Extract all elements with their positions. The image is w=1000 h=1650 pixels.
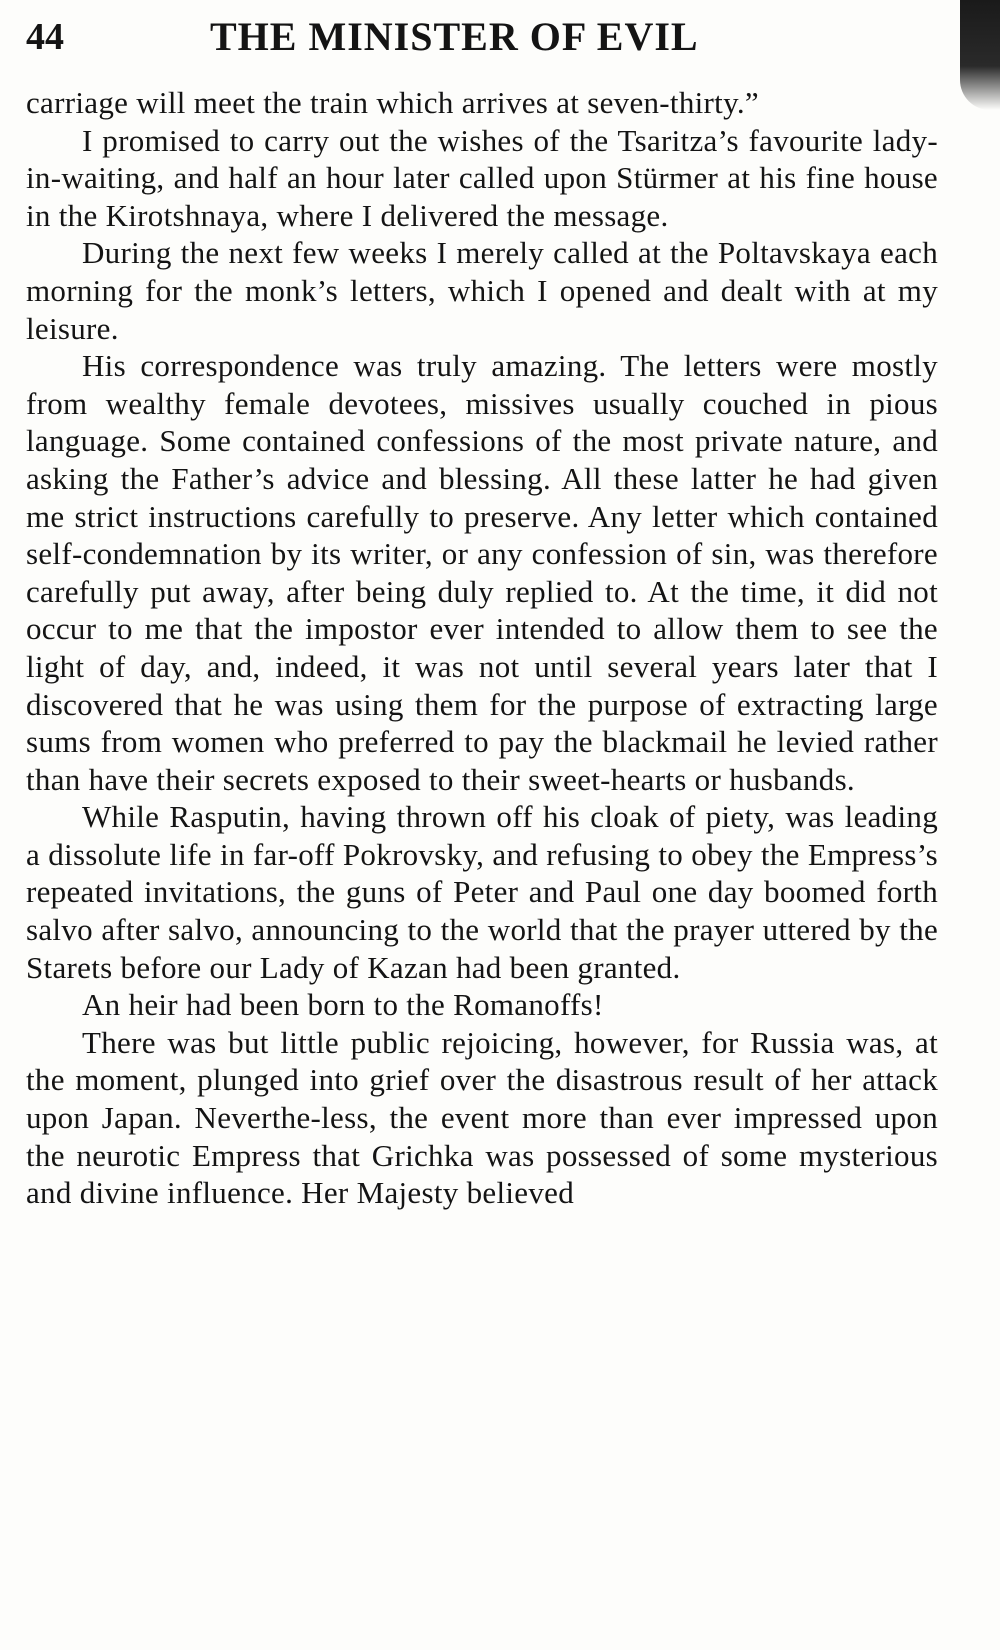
page-number: 44 [26,16,64,58]
body-text [26,84,938,1212]
running-title: THE MINISTER OF EVIL [210,14,699,59]
paragraph: His correspondence was truly amazing. The letters were mostly from wealthy female devotees, missives usually couched in pious language. Some contained confessions of the most private nature, and asking the Father’s advice and blessing. All these latter he had given me strict instructions carefully to preserve. Any letter which contained self-condemnation by its writer, or any confession of sin, was therefore carefully put away, after being duly replied to. At the time, it did not occur to me that the impostor ever intended to allow them to see the light of day, and, indeed, it was not until several years later that I discovered that he was using them for the purpose of extracting large sums from women who preferred to pay the blackmail he levied rather than have their secrets exposed to their sweet-hearts or husbands. [26,348,938,797]
paragraph: While Rasputin, having thrown off his cloak of piety, was leading a dissolute life in far-off Pokrovsky, and refusing to obey the Empress’s repeated invitations, the guns of Peter and Paul one day boomed forth salvo after salvo, announcing to the world that the prayer uttered by the Starets before our Lady of Kazan had been granted. [26,799,938,985]
paragraph: I promised to carry out the wishes of the Tsaritza’s favourite lady-in-waiting, and half an hour later called upon Stürmer at his fine house in the Kirotshnaya, where I delivered the message. [26,122,938,233]
paragraph: An heir had been born to the Romanoffs! [82,987,604,1023]
paragraph: There was but little public rejoicing, however, for Russia was, at the moment, plunged into grief over the disastrous result of her attack upon Japan. Neverthe-less, the event more than ever impressed upon the neurotic Empress that Grichka was possessed of some mysterious and divine influence. Her Majesty believed [26,1024,938,1211]
paragraph-continuation: carriage will meet the train which arrives at seven-thirty.” [26,85,759,120]
paragraph: During the next few weeks I merely called at the Poltavskaya each morning for the monk’s letters, which I opened and dealt with at my leisure. [26,235,938,346]
scan-corner-shadow [960,0,1000,110]
